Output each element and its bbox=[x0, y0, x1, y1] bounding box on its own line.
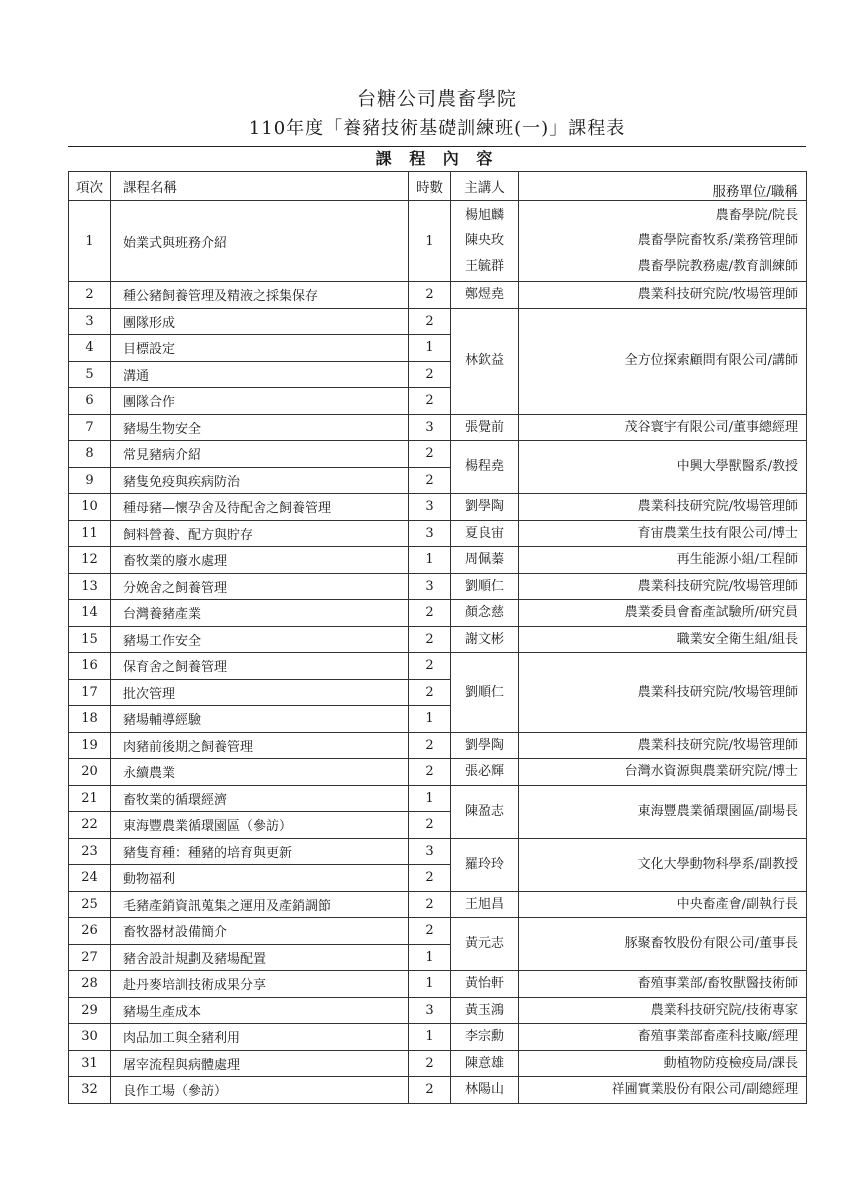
organization-title: 農業科技研究院/牧場管理師 bbox=[637, 737, 798, 753]
organization-title: 職業安全衛生組/組長 bbox=[676, 631, 798, 647]
header-speaker: 主講人 bbox=[451, 172, 519, 201]
table-row bbox=[69, 759, 807, 786]
speaker-name: 顏念慈 bbox=[464, 605, 504, 620]
course-name: 豬場工作安全 bbox=[111, 626, 409, 653]
organization-title: 茂谷寰宇有限公司/董事總經理 bbox=[624, 419, 798, 435]
course-name: 溝通 bbox=[111, 361, 409, 388]
organization-title: 農畜學院畜牧系/業務管理師 bbox=[637, 233, 798, 249]
course-table bbox=[68, 171, 807, 1104]
table-row bbox=[69, 891, 807, 918]
table-row bbox=[69, 441, 807, 468]
row-number: 15 bbox=[69, 626, 111, 653]
row-number: 7 bbox=[69, 414, 111, 441]
row-number: 1 bbox=[69, 201, 111, 282]
course-hours: 3 bbox=[409, 997, 451, 1024]
table-row bbox=[69, 653, 807, 680]
organization-title: 農業科技研究院/牧場管理師 bbox=[637, 287, 798, 302]
speaker-name: 劉學陶 bbox=[464, 737, 504, 753]
speaker-cell bbox=[451, 600, 519, 627]
organization-cell bbox=[519, 997, 807, 1024]
course-hours: 2 bbox=[409, 467, 451, 494]
speaker-name: 陳央玫 bbox=[464, 233, 504, 249]
header-course-name: 課程名稱 bbox=[111, 172, 409, 201]
speaker-cell bbox=[451, 759, 519, 786]
course-name: 屠宰流程與病體處理 bbox=[111, 1050, 409, 1077]
organization-cell bbox=[519, 918, 807, 971]
organization-title: 文化大學動物科學系/副教授 bbox=[637, 856, 798, 872]
speaker-name: 楊程堯 bbox=[464, 459, 504, 475]
speaker-cell bbox=[451, 918, 519, 971]
course-name: 畜牧業的循環經濟 bbox=[111, 785, 409, 812]
row-number: 5 bbox=[69, 361, 111, 388]
course-hours: 3 bbox=[409, 494, 451, 521]
speaker-cell bbox=[451, 414, 519, 441]
course-hours: 3 bbox=[409, 414, 451, 441]
speaker-cell bbox=[451, 441, 519, 494]
document-title: 台糖公司農畜學院 bbox=[356, 88, 517, 110]
course-hours: 1 bbox=[409, 1024, 451, 1051]
table-row bbox=[69, 494, 807, 521]
speaker-cell bbox=[451, 785, 519, 838]
table-header-row bbox=[69, 172, 807, 201]
course-name: 目標設定 bbox=[111, 335, 409, 362]
speaker-cell bbox=[451, 201, 519, 282]
speaker-name: 黃玉鴻 bbox=[464, 1002, 504, 1018]
organization-title: 畜殖事業部/畜牧獸醫技術師 bbox=[637, 976, 798, 991]
row-number: 22 bbox=[69, 812, 111, 839]
row-number: 13 bbox=[69, 573, 111, 600]
table-row bbox=[69, 1077, 807, 1104]
course-hours: 2 bbox=[409, 812, 451, 839]
table-row bbox=[69, 414, 807, 441]
organization-cell bbox=[519, 600, 807, 627]
row-number: 20 bbox=[69, 759, 111, 786]
speaker-cell bbox=[451, 520, 519, 547]
organization-title: 祥圃實業股份有限公司/副總經理 bbox=[611, 1082, 798, 1097]
speaker-name: 鄭煜堯 bbox=[464, 287, 504, 302]
organization-title: 全方位探索顧問有限公司/講師 bbox=[624, 353, 798, 369]
course-name: 豬場生物安全 bbox=[111, 414, 409, 441]
table-row bbox=[69, 282, 807, 309]
speaker-cell bbox=[451, 308, 519, 414]
row-number: 28 bbox=[69, 971, 111, 998]
organization-title: 農業科技研究院/牧場管理師 bbox=[637, 578, 798, 594]
table-row bbox=[69, 626, 807, 653]
organization-cell bbox=[519, 282, 807, 309]
row-number: 31 bbox=[69, 1050, 111, 1077]
row-number: 12 bbox=[69, 547, 111, 574]
row-number: 29 bbox=[69, 997, 111, 1024]
row-number: 24 bbox=[69, 865, 111, 892]
organization-cell bbox=[519, 1024, 807, 1051]
section-label: 課 程 內 容 bbox=[68, 146, 806, 171]
organization-cell bbox=[519, 201, 807, 282]
course-name: 良作工場（參訪） bbox=[111, 1077, 409, 1104]
document-subtitle: 110年度「養豬技術基礎訓練班(一)」課程表 bbox=[248, 118, 626, 139]
row-number: 3 bbox=[69, 308, 111, 335]
row-number: 21 bbox=[69, 785, 111, 812]
row-number: 10 bbox=[69, 494, 111, 521]
course-name: 分娩舍之飼養管理 bbox=[111, 573, 409, 600]
course-name: 東海豐農業循環園區（參訪） bbox=[111, 812, 409, 839]
table-row bbox=[69, 308, 807, 335]
course-hours: 2 bbox=[409, 891, 451, 918]
course-name: 台灣養豬產業 bbox=[111, 600, 409, 627]
organization-title: 畜殖事業部畜產科技廠/經理 bbox=[637, 1029, 798, 1044]
table-row bbox=[69, 520, 807, 547]
speaker-name: 周佩蓁 bbox=[464, 552, 504, 567]
speaker-cell bbox=[451, 573, 519, 600]
course-hours: 1 bbox=[409, 971, 451, 998]
table-row bbox=[69, 573, 807, 600]
course-hours: 2 bbox=[409, 600, 451, 627]
course-hours: 2 bbox=[409, 918, 451, 945]
speaker-name: 夏良宙 bbox=[464, 525, 504, 541]
organization-title: 農畜學院教務處/教育訓練師 bbox=[637, 258, 798, 274]
organization-cell bbox=[519, 308, 807, 414]
organization-cell bbox=[519, 494, 807, 521]
organization-cell bbox=[519, 732, 807, 759]
row-number: 6 bbox=[69, 388, 111, 415]
table-row bbox=[69, 201, 807, 282]
speaker-name: 李宗勳 bbox=[464, 1029, 504, 1044]
organization-title: 中興大學獸醫系/教授 bbox=[676, 459, 798, 475]
speaker-name: 劉學陶 bbox=[464, 499, 504, 514]
header-hours: 時數 bbox=[409, 172, 451, 201]
organization-cell bbox=[519, 838, 807, 891]
course-name: 動物福利 bbox=[111, 865, 409, 892]
course-hours: 1 bbox=[409, 785, 451, 812]
course-hours: 2 bbox=[409, 361, 451, 388]
organization-cell bbox=[519, 1077, 807, 1104]
organization-title: 中央畜產會/副執行長 bbox=[676, 896, 798, 912]
course-hours: 1 bbox=[409, 547, 451, 574]
table-row bbox=[69, 785, 807, 812]
speaker-name: 王旭昌 bbox=[464, 896, 504, 912]
speaker-name: 陳意雄 bbox=[464, 1055, 504, 1071]
course-hours: 2 bbox=[409, 441, 451, 468]
speaker-name: 林陽山 bbox=[464, 1082, 504, 1097]
course-name: 批次管理 bbox=[111, 679, 409, 706]
course-name: 種母豬—懷孕舍及待配舍之飼養管理 bbox=[111, 494, 409, 521]
speaker-cell bbox=[451, 494, 519, 521]
table-row bbox=[69, 547, 807, 574]
organization-cell bbox=[519, 785, 807, 838]
course-hours: 1 bbox=[409, 706, 451, 733]
speaker-name: 陳盈志 bbox=[464, 803, 504, 819]
speaker-name: 林欽益 bbox=[464, 353, 504, 369]
course-hours: 2 bbox=[409, 679, 451, 706]
speaker-name: 謝文彬 bbox=[464, 631, 504, 647]
organization-cell bbox=[519, 573, 807, 600]
table-row bbox=[69, 838, 807, 865]
course-name: 豬隻免疫與疾病防治 bbox=[111, 467, 409, 494]
row-number: 11 bbox=[69, 520, 111, 547]
organization-title: 再生能源小組/工程師 bbox=[676, 552, 798, 567]
course-name: 肉品加工與全豬利用 bbox=[111, 1024, 409, 1051]
speaker-cell bbox=[451, 891, 519, 918]
header-organization: 服務單位/職稱 bbox=[519, 172, 807, 201]
organization-cell bbox=[519, 653, 807, 733]
course-hours: 1 bbox=[409, 201, 451, 282]
organization-title: 豚聚畜牧股份有限公司/董事長 bbox=[624, 936, 798, 952]
speaker-cell bbox=[451, 547, 519, 574]
course-hours: 2 bbox=[409, 865, 451, 892]
course-name: 常見豬病介紹 bbox=[111, 441, 409, 468]
course-hours: 3 bbox=[409, 573, 451, 600]
course-hours: 2 bbox=[409, 282, 451, 309]
organization-cell bbox=[519, 759, 807, 786]
speaker-cell bbox=[451, 838, 519, 891]
course-name: 毛豬產銷資訊蒐集之運用及產銷調節 bbox=[111, 891, 409, 918]
table-row bbox=[69, 1024, 807, 1051]
speaker-name: 楊旭麟 bbox=[464, 207, 504, 223]
organization-cell bbox=[519, 1050, 807, 1077]
speaker-name: 張覺前 bbox=[464, 419, 504, 435]
speaker-cell bbox=[451, 1024, 519, 1051]
organization-cell bbox=[519, 891, 807, 918]
row-number: 19 bbox=[69, 732, 111, 759]
course-name: 肉豬前後期之飼養管理 bbox=[111, 732, 409, 759]
course-hours: 2 bbox=[409, 308, 451, 335]
course-hours: 2 bbox=[409, 1050, 451, 1077]
speaker-name: 黃元志 bbox=[464, 936, 504, 952]
row-number: 14 bbox=[69, 600, 111, 627]
row-number: 30 bbox=[69, 1024, 111, 1051]
row-number: 4 bbox=[69, 335, 111, 362]
course-name: 豬場輔導經驗 bbox=[111, 706, 409, 733]
row-number: 32 bbox=[69, 1077, 111, 1104]
course-name: 豬場生產成本 bbox=[111, 997, 409, 1024]
table-row bbox=[69, 600, 807, 627]
row-number: 2 bbox=[69, 282, 111, 309]
course-hours: 3 bbox=[409, 838, 451, 865]
course-hours: 2 bbox=[409, 732, 451, 759]
table-row bbox=[69, 918, 807, 945]
speaker-cell bbox=[451, 282, 519, 309]
organization-title: 東海豐農業循環園區/副場長 bbox=[637, 803, 798, 819]
row-number: 18 bbox=[69, 706, 111, 733]
course-hours: 2 bbox=[409, 653, 451, 680]
speaker-cell bbox=[451, 1050, 519, 1077]
header-no: 項次 bbox=[69, 172, 111, 201]
speaker-name: 王毓群 bbox=[464, 258, 504, 274]
schedule-document bbox=[68, 86, 806, 1104]
organization-title: 育宙農業生技有限公司/博士 bbox=[637, 525, 798, 541]
organization-title: 動植物防疫檢疫局/課長 bbox=[663, 1055, 798, 1071]
course-hours: 1 bbox=[409, 944, 451, 971]
organization-cell bbox=[519, 520, 807, 547]
row-number: 23 bbox=[69, 838, 111, 865]
course-hours: 2 bbox=[409, 1077, 451, 1104]
speaker-name: 黃怡軒 bbox=[464, 976, 504, 991]
organization-title: 農業科技研究院/技術專家 bbox=[650, 1002, 798, 1018]
row-number: 9 bbox=[69, 467, 111, 494]
course-hours: 1 bbox=[409, 335, 451, 362]
speaker-cell bbox=[451, 653, 519, 733]
speaker-cell bbox=[451, 971, 519, 998]
course-name: 團隊形成 bbox=[111, 308, 409, 335]
table-row bbox=[69, 1050, 807, 1077]
organization-cell bbox=[519, 547, 807, 574]
course-hours: 3 bbox=[409, 520, 451, 547]
speaker-cell bbox=[451, 626, 519, 653]
course-name: 種公豬飼養管理及精液之採集保存 bbox=[111, 282, 409, 309]
row-number: 17 bbox=[69, 679, 111, 706]
course-name: 豬隻育種：種豬的培育與更新 bbox=[111, 838, 409, 865]
course-hours: 2 bbox=[409, 626, 451, 653]
speaker-cell bbox=[451, 1077, 519, 1104]
speaker-cell bbox=[451, 997, 519, 1024]
table-row bbox=[69, 971, 807, 998]
speaker-name: 劉順仁 bbox=[464, 578, 504, 594]
row-number: 8 bbox=[69, 441, 111, 468]
speaker-name: 張必輝 bbox=[464, 764, 504, 779]
organization-cell bbox=[519, 414, 807, 441]
organization-cell bbox=[519, 626, 807, 653]
organization-title: 台灣水資源與農業研究院/博士 bbox=[624, 764, 798, 779]
course-name: 畜牧器材設備簡介 bbox=[111, 918, 409, 945]
table-row bbox=[69, 732, 807, 759]
row-number: 27 bbox=[69, 944, 111, 971]
speaker-name: 劉順仁 bbox=[464, 684, 504, 700]
course-name: 保育舍之飼養管理 bbox=[111, 653, 409, 680]
course-name: 飼料營養、配方與貯存 bbox=[111, 520, 409, 547]
organization-cell bbox=[519, 971, 807, 998]
table-row bbox=[69, 997, 807, 1024]
organization-title: 農畜學院/院長 bbox=[715, 207, 798, 223]
organization-title: 農業科技研究院/牧場管理師 bbox=[637, 684, 798, 700]
organization-title: 農業科技研究院/牧場管理師 bbox=[637, 499, 798, 514]
row-number: 26 bbox=[69, 918, 111, 945]
organization-title: 農業委員會畜產試驗所/研究員 bbox=[624, 605, 798, 620]
course-name: 永續農業 bbox=[111, 759, 409, 786]
row-number: 25 bbox=[69, 891, 111, 918]
course-name: 豬舍設計規劃及豬場配置 bbox=[111, 944, 409, 971]
speaker-cell bbox=[451, 732, 519, 759]
organization-cell bbox=[519, 441, 807, 494]
course-name: 赴丹麥培訓技術成果分享 bbox=[111, 971, 409, 998]
course-hours: 2 bbox=[409, 388, 451, 415]
course-hours: 2 bbox=[409, 759, 451, 786]
course-name: 始業式與班務介紹 bbox=[111, 201, 409, 282]
course-name: 畜牧業的廢水處理 bbox=[111, 547, 409, 574]
course-name: 團隊合作 bbox=[111, 388, 409, 415]
speaker-name: 羅玲玲 bbox=[464, 856, 504, 872]
row-number: 16 bbox=[69, 653, 111, 680]
